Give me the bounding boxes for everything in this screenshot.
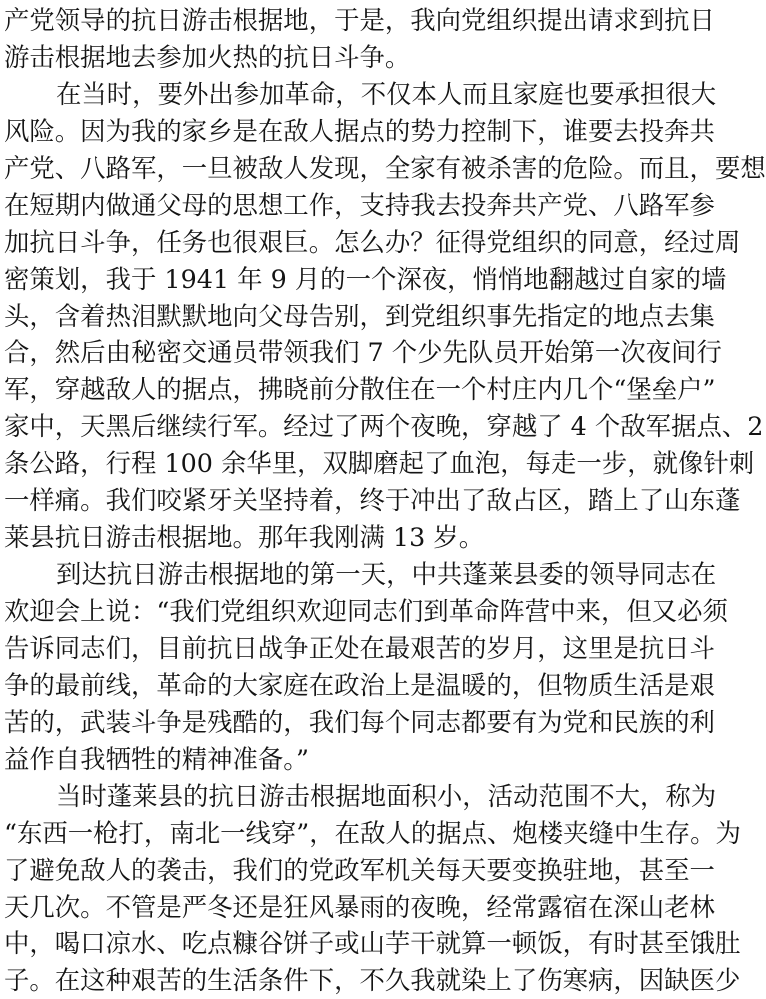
text-line: 苦的，武装斗争是残酷的，我们每个同志都要有为党和民族的利: [4, 706, 715, 737]
text-line: 合，然后由秘密交通员带领我们 7 个少先队员开始第一次夜间行: [4, 337, 722, 368]
text-line: 密策划，我于 1941 年 9 月的一个深夜，悄悄地翻越过自家的墙: [4, 263, 727, 294]
text-line: 子。在这种艰苦的生活条件下，不久我就染上了伤寒病，因缺医少: [4, 965, 741, 996]
text-line: 头，含着热泪默默地向父母告别，到党组织事先指定的地点去集: [4, 300, 715, 331]
text-line: 加抗日斗争，任务也很艰巨。怎么办？征得党组织的同意，经过周: [4, 226, 741, 257]
text-line: 欢迎会上说：“我们党组织欢迎同志们到革命阵营中来，但又必须: [4, 596, 728, 626]
text-line: 天几次。不管是严冬还是狂风暴雨的夜晚，经常露宿在深山老林: [4, 891, 715, 922]
text-line: 到达抗日游击根据地的第一天，中共蓬莱县委的领导同志在: [56, 559, 717, 590]
text-line: 莱县抗日游击根据地。那年我刚满 13 岁。: [4, 522, 485, 553]
text-line: 在当时，要外出参加革命，不仅本人而且家庭也要承担很大: [56, 78, 717, 109]
text-line: 军，穿越敌人的据点，拂晓前分散住在一个村庄内几个“堡垒户”: [4, 374, 716, 405]
text-line: 风险。因为我的家乡是在敌人据点的势力控制下，谁要去投奔共: [4, 115, 715, 146]
text-line: 产党、八路军，一旦被敌人发现，全家有被杀害的危险。而且，要想: [4, 152, 766, 183]
body-text: [4, 2, 766, 999]
text-line: 游击根据地去参加火热的抗日斗争。: [4, 41, 411, 72]
text-line: 了避免敌人的袭击，我们的党政军机关每天要变换驻地，甚至一: [4, 854, 715, 885]
text-line: 当时蓬莱县的抗日游击根据地面积小，活动范围不大，称为: [56, 780, 717, 811]
text-line: 争的最前线，革命的大家庭在政治上是温暖的，但物质生活是艰: [4, 669, 715, 700]
text-line: 产党领导的抗日游击根据地，于是，我向党组织提出请求到抗日: [4, 5, 715, 35]
text-line: 告诉同志们，目前抗日战争正处在最艰苦的岁月，这里是抗日斗: [4, 632, 715, 663]
text-line: 中，喝口凉水、吃点糠谷饼子或山芋干就算一顿饭，有时甚至饿肚: [4, 928, 741, 959]
text-line: 在短期内做通父母的思想工作，支持我去投奔共产党、八路军参: [4, 189, 715, 220]
text-line: 益作自我牺牲的精神准备。”: [4, 743, 309, 774]
text-line: 条公路，行程 100 余华里，双脚磨起了血泡，每走一步，就像针刺: [4, 448, 755, 479]
text-line: 家中，天黑后继续行军。经过了两个夜晚，穿越了 4 个敌军据点、2: [4, 411, 764, 442]
text-line: “东西一枪打，南北一线穿”，在敌人的据点、炮楼夹缝中生存。为: [4, 817, 741, 848]
text-line: 一样痛。我们咬紧牙关坚持着，终于冲出了敌占区，踏上了山东蓬: [4, 485, 741, 516]
